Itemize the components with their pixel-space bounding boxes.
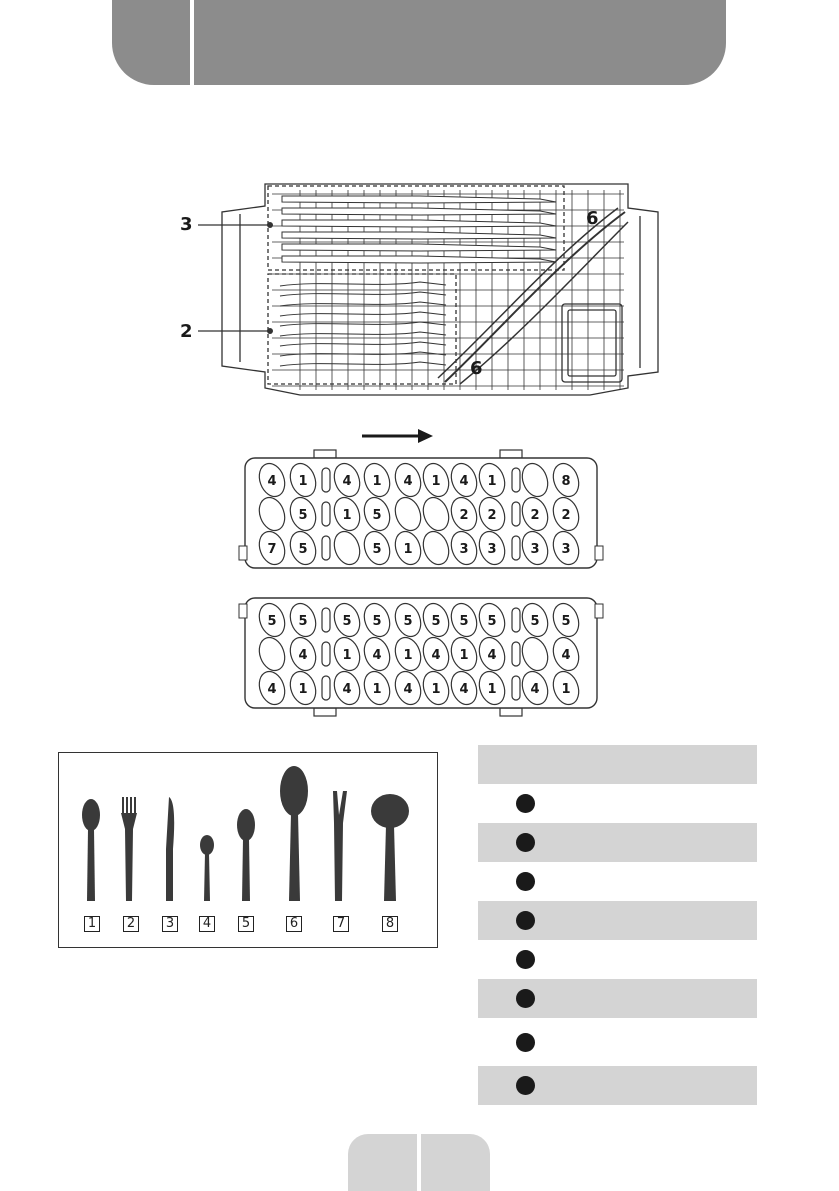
slot-number: 4: [459, 682, 469, 697]
footer-divider: [417, 1134, 421, 1191]
cutlery-number: 2: [123, 916, 139, 932]
callout-label: 6: [470, 358, 483, 379]
legend-row: [478, 823, 757, 862]
slot-number: 4: [298, 648, 308, 663]
teaspoon-icon: [200, 835, 214, 901]
slot-number: 4: [530, 682, 540, 697]
slot-number: 2: [487, 508, 497, 523]
legend-row: [478, 901, 757, 940]
slot-number: 2: [459, 508, 469, 523]
legend-row: [478, 784, 757, 823]
callout-label: 6: [586, 208, 599, 229]
slot-number: 4: [342, 682, 352, 697]
cutlery-number: 4: [199, 916, 215, 932]
slot-number: 5: [459, 614, 469, 629]
cutlery-number: 1: [84, 916, 100, 932]
slot-number: 5: [372, 614, 382, 629]
bullet-icon: [516, 833, 535, 852]
slot-number: 5: [298, 542, 308, 557]
bullet-icon: [516, 989, 535, 1008]
legend-header-row: [478, 745, 757, 784]
cutlery-tray-bottom: [0, 588, 839, 723]
tablespoon-icon: [82, 799, 100, 901]
slot-number: 4: [267, 474, 277, 489]
slot-number: 4: [267, 682, 277, 697]
slot-number: 1: [342, 508, 352, 523]
legend-table: [478, 745, 757, 1105]
cutlery-types-panel: [58, 752, 438, 948]
slot-number: 1: [431, 474, 441, 489]
slot-number: 2: [530, 508, 540, 523]
slot-number: 4: [561, 648, 571, 663]
cutlery-basket-illustration: [0, 0, 839, 420]
legend-row: [478, 1066, 757, 1105]
cutlery-number: 7: [333, 916, 349, 932]
slot-number: 8: [561, 474, 571, 489]
slot-number: 3: [561, 542, 571, 557]
slot-number: 5: [298, 508, 308, 523]
cutlery-number: 8: [382, 916, 398, 932]
slot-number: 1: [342, 648, 352, 663]
legend-row: [478, 979, 757, 1018]
cutlery-number: 3: [162, 916, 178, 932]
bullet-icon: [516, 950, 535, 969]
slot-number: 2: [561, 508, 571, 523]
slot-number: 1: [487, 474, 497, 489]
legend-row: [478, 940, 757, 979]
legend-row: [478, 1018, 757, 1066]
callout-label: 3: [180, 214, 193, 235]
slot-number: 5: [298, 614, 308, 629]
slot-number: 4: [403, 474, 413, 489]
slot-number: 5: [267, 614, 277, 629]
slot-number: 3: [530, 542, 540, 557]
bullet-icon: [516, 1033, 535, 1052]
gravy-ladle-icon: [371, 794, 409, 901]
slot-number: 5: [431, 614, 441, 629]
slot-number: 1: [372, 474, 382, 489]
slot-number: 4: [459, 474, 469, 489]
slot-number: 1: [459, 648, 469, 663]
cutlery-number: 5: [238, 916, 254, 932]
slot-number: 5: [561, 614, 571, 629]
serving-fork-icon: [333, 791, 347, 901]
slot-number: 1: [403, 648, 413, 663]
slot-number: 3: [487, 542, 497, 557]
callout-label: 2: [180, 321, 193, 342]
knife-icon: [166, 797, 174, 901]
dessert-spoon-icon: [237, 809, 255, 901]
slot-number: 4: [487, 648, 497, 663]
slot-number: 1: [487, 682, 497, 697]
slot-number: 4: [372, 648, 382, 663]
slot-number: 5: [487, 614, 497, 629]
slot-number: 1: [372, 682, 382, 697]
slot-number: 5: [372, 508, 382, 523]
bullet-icon: [516, 911, 535, 930]
fork-icon: [121, 797, 137, 901]
serving-spoon-icon: [280, 766, 308, 901]
legend-row: [478, 862, 757, 901]
slot-number: 1: [298, 474, 308, 489]
cutlery-number: 6: [286, 916, 302, 932]
slot-number: 5: [372, 542, 382, 557]
slot-number: 1: [431, 682, 441, 697]
bullet-icon: [516, 872, 535, 891]
slot-number: 3: [459, 542, 469, 557]
cutlery-tray-top: [0, 440, 839, 580]
slot-number: 4: [342, 474, 352, 489]
slot-number: 1: [298, 682, 308, 697]
bullet-icon: [516, 1076, 535, 1095]
slot-number: 4: [403, 682, 413, 697]
slot-number: 5: [403, 614, 413, 629]
slot-number: 5: [530, 614, 540, 629]
slot-number: 7: [267, 542, 277, 557]
slot-number: 1: [403, 542, 413, 557]
slot-number: 1: [561, 682, 571, 697]
bullet-icon: [516, 794, 535, 813]
slot-number: 4: [431, 648, 441, 663]
slot-number: 5: [342, 614, 352, 629]
